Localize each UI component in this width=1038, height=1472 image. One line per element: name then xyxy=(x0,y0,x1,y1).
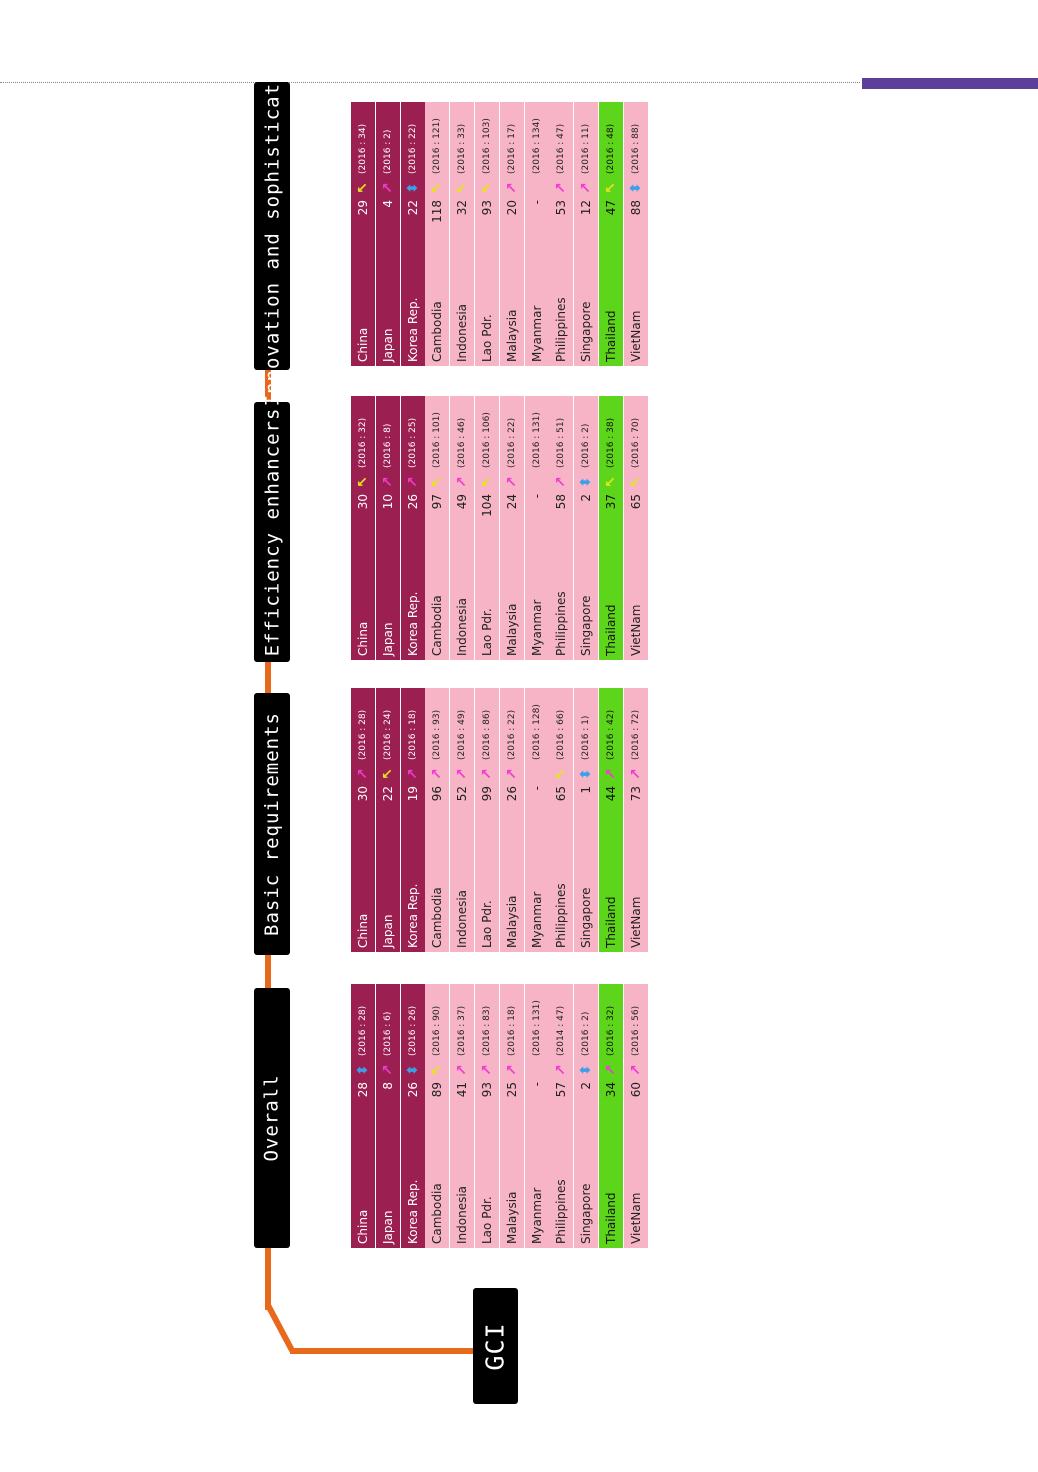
country-name: Japan xyxy=(380,914,395,948)
country-name: Korea Rep. xyxy=(405,591,420,656)
section-title-box-overall xyxy=(254,988,290,1248)
table-row xyxy=(574,984,598,1248)
table-row xyxy=(599,396,623,660)
table-row xyxy=(376,396,400,660)
previous-rank: (2014 : 47) xyxy=(556,1005,567,1056)
rank-value: - xyxy=(529,1082,544,1087)
country-name: Philippines xyxy=(554,297,569,362)
previous-rank: (2016 : 46) xyxy=(457,417,468,468)
previous-rank: (2016 : 17) xyxy=(506,123,517,174)
rank-value: 93 xyxy=(480,1082,494,1098)
table-row xyxy=(549,688,573,952)
country-name: Philippines xyxy=(554,1179,569,1244)
trend-down-arrow-icon: ↖ xyxy=(355,476,371,488)
previous-rank: (2016 : 131) xyxy=(531,1000,542,1056)
previous-rank: (2016 : 28) xyxy=(358,709,368,760)
rank-value: 60 xyxy=(628,1082,643,1098)
country-name: Indonesia xyxy=(455,597,470,656)
table-row xyxy=(574,102,598,366)
trend-up-arrow-icon: ↗ xyxy=(603,1064,619,1076)
trend-up-arrow-icon: ↗ xyxy=(379,182,396,194)
country-name: Korea Rep. xyxy=(405,883,420,948)
rank-value: 19 xyxy=(405,786,420,802)
rank-value: - xyxy=(529,200,544,205)
table-row xyxy=(624,688,648,952)
rank-value: 99 xyxy=(480,786,494,802)
previous-rank: (2016 : 49) xyxy=(457,709,468,760)
rank-value: 96 xyxy=(430,786,445,802)
previous-rank: (2016 : 22) xyxy=(407,123,418,174)
previous-rank: (2016 : 24) xyxy=(382,709,393,760)
table-row xyxy=(450,396,474,660)
table-row xyxy=(376,688,400,952)
table-row xyxy=(450,102,474,366)
table-row xyxy=(425,396,449,660)
trend-down-arrow-icon: ↖ xyxy=(603,182,619,194)
country-name: Myanmar xyxy=(529,1187,544,1244)
previous-rank: (2016 : 121) xyxy=(432,118,443,174)
trend-down-arrow-icon: ↖ xyxy=(429,476,446,488)
trend-up-arrow-icon: ↗ xyxy=(503,768,520,780)
trend-up-arrow-icon: ↗ xyxy=(429,768,446,780)
table-row xyxy=(500,396,524,660)
table-row xyxy=(401,984,425,1248)
previous-rank: (2016 : 83) xyxy=(482,1005,492,1056)
table-row xyxy=(599,102,623,366)
previous-rank: (2016 : 48) xyxy=(606,123,616,174)
previous-rank: (2016 : 1) xyxy=(581,715,592,760)
rank-value: 25 xyxy=(504,1082,519,1098)
table-row xyxy=(475,984,499,1248)
connector-to-gci-line xyxy=(290,1348,474,1354)
rank-value: 4 xyxy=(380,200,395,208)
previous-rank: (2016 : 2) xyxy=(382,129,393,174)
trend-up-arrow-icon: ↗ xyxy=(553,1064,570,1076)
trend-up-arrow-icon: ↗ xyxy=(379,1064,396,1076)
table-row xyxy=(351,984,375,1248)
rank-value: 2 xyxy=(579,1082,594,1090)
trend-up-arrow-icon: ↗ xyxy=(553,182,570,194)
rank-value: 32 xyxy=(455,200,470,216)
ranking-table-overall xyxy=(351,984,648,1248)
rank-value: 10 xyxy=(380,494,395,510)
table-row xyxy=(401,102,425,366)
country-name: Korea Rep. xyxy=(405,1179,420,1244)
previous-rank: (2016 : 25) xyxy=(407,417,418,468)
header-dotted-line xyxy=(0,82,860,83)
previous-rank: (2016 : 66) xyxy=(556,709,567,760)
rank-value: 26 xyxy=(504,786,519,802)
previous-rank: (2016 : 26) xyxy=(407,1005,418,1056)
trend-same-arrow-icon: ⬍ xyxy=(578,476,595,488)
rank-value: 104 xyxy=(480,494,494,517)
rank-value: 8 xyxy=(380,1082,395,1090)
country-name: Myanmar xyxy=(529,305,544,362)
section-title: Innovation and sophistication xyxy=(261,45,284,407)
country-name: Lao Pdr. xyxy=(480,1196,494,1244)
country-name: Philippines xyxy=(554,883,569,948)
country-name: Malaysia xyxy=(504,603,519,656)
rank-value: 22 xyxy=(380,786,395,802)
previous-rank: (2016 : 93) xyxy=(432,709,443,760)
trend-down-arrow-icon: ↖ xyxy=(603,476,619,488)
rank-value: 93 xyxy=(480,200,494,216)
previous-rank: (2016 : 106) xyxy=(482,412,492,468)
previous-rank: (2016 : 103) xyxy=(482,118,492,174)
previous-rank: (2016 : 70) xyxy=(630,417,641,468)
ranking-table-efficiency-enhancers xyxy=(351,396,648,660)
table-row xyxy=(351,102,375,366)
country-name: Lao Pdr. xyxy=(480,608,494,656)
trend-up-arrow-icon: ↗ xyxy=(379,476,396,488)
country-name: VietNam xyxy=(628,604,643,656)
country-name: Malaysia xyxy=(504,1191,519,1244)
trend-up-arrow-icon: ↗ xyxy=(553,476,570,488)
table-row xyxy=(425,688,449,952)
table-row xyxy=(549,396,573,660)
country-name: VietNam xyxy=(628,896,643,948)
previous-rank: (2016 : 18) xyxy=(506,1005,517,1056)
table-row xyxy=(574,396,598,660)
table-row xyxy=(425,984,449,1248)
previous-rank: (2016 : 128) xyxy=(531,704,542,760)
previous-rank: (2016 : 47) xyxy=(556,123,567,174)
rank-value: 30 xyxy=(356,494,370,510)
country-name: Myanmar xyxy=(529,599,544,656)
country-name: Singapore xyxy=(579,595,594,656)
previous-rank: (2016 : 28) xyxy=(358,1005,368,1056)
connector-diagonal-line xyxy=(265,1303,295,1352)
trend-up-arrow-icon: ↗ xyxy=(479,768,495,780)
rank-value: 41 xyxy=(455,1082,470,1098)
rank-value: 26 xyxy=(405,1082,420,1098)
table-row xyxy=(450,984,474,1248)
trend-up-arrow-icon: ↗ xyxy=(503,1064,520,1076)
table-row xyxy=(525,688,549,952)
country-name: China xyxy=(356,913,370,948)
previous-rank: (2016 : 38) xyxy=(606,417,616,468)
rank-value: 118 xyxy=(430,200,445,223)
previous-rank: (2016 : 2) xyxy=(581,1011,592,1056)
previous-rank: (2016 : 72) xyxy=(630,709,641,760)
rank-value: 1 xyxy=(579,786,594,794)
gci-label: GCI xyxy=(481,1321,510,1371)
country-name: VietNam xyxy=(628,310,643,362)
trend-down-arrow-icon: ↖ xyxy=(627,476,644,488)
previous-rank: (2016 : 18) xyxy=(407,709,418,760)
rank-value: - xyxy=(529,494,544,499)
ranking-table-innovation xyxy=(351,102,648,366)
table-row xyxy=(475,396,499,660)
trend-up-arrow-icon: ↗ xyxy=(479,1064,495,1076)
previous-rank: (2016 : 56) xyxy=(630,1005,641,1056)
table-row xyxy=(525,102,549,366)
trend-up-arrow-icon: ↗ xyxy=(454,476,471,488)
country-name: Singapore xyxy=(579,301,594,362)
section-title: Overall xyxy=(261,1074,284,1162)
trend-down-arrow-icon: ↖ xyxy=(429,1064,446,1076)
country-name: Philippines xyxy=(554,591,569,656)
country-name: Indonesia xyxy=(455,303,470,362)
rank-value: 37 xyxy=(604,494,618,510)
rank-value: 30 xyxy=(356,786,370,802)
country-name: Indonesia xyxy=(455,1185,470,1244)
country-name: Thailand xyxy=(604,310,618,362)
previous-rank: (2016 : 2) xyxy=(581,423,592,468)
trend-same-arrow-icon: ⬍ xyxy=(355,1064,371,1076)
previous-rank: (2016 : 101) xyxy=(432,412,443,468)
previous-rank: (2016 : 32) xyxy=(606,1005,616,1056)
previous-rank: (2016 : 33) xyxy=(457,123,468,174)
rank-value: 34 xyxy=(604,1082,618,1098)
header-accent-bar xyxy=(862,78,1038,89)
table-row xyxy=(376,984,400,1248)
trend-up-arrow-icon: ↗ xyxy=(578,182,595,194)
previous-rank: (2016 : 134) xyxy=(531,118,542,174)
previous-rank: (2016 : 6) xyxy=(382,1011,393,1056)
previous-rank: (2016 : 51) xyxy=(556,417,567,468)
previous-rank: (2016 : 32) xyxy=(358,417,368,468)
trend-up-arrow-icon: ↗ xyxy=(404,768,421,780)
rank-value: 52 xyxy=(455,786,470,802)
trend-same-arrow-icon: ⬍ xyxy=(578,768,595,780)
ranking-table-basic-requirements xyxy=(351,688,648,952)
trend-same-arrow-icon: ⬍ xyxy=(578,1064,595,1076)
table-row xyxy=(475,688,499,952)
rank-value: 26 xyxy=(405,494,420,510)
country-name: Cambodia xyxy=(430,301,445,362)
trend-up-arrow-icon: ↗ xyxy=(627,768,644,780)
previous-rank: (2016 : 37) xyxy=(457,1005,468,1056)
table-row xyxy=(450,688,474,952)
rank-value: 47 xyxy=(604,200,618,216)
previous-rank: (2016 : 131) xyxy=(531,412,542,468)
table-row xyxy=(475,102,499,366)
rank-value: 73 xyxy=(628,786,643,802)
table-row xyxy=(574,688,598,952)
table-row xyxy=(525,984,549,1248)
trend-down-arrow-icon: ↖ xyxy=(479,182,495,194)
country-name: Lao Pdr. xyxy=(480,900,494,948)
previous-rank: (2016 : 42) xyxy=(606,709,616,760)
rank-value: 29 xyxy=(356,200,370,216)
country-name: China xyxy=(356,621,370,656)
table-row xyxy=(525,396,549,660)
rank-value: 58 xyxy=(554,494,569,510)
rank-value: 49 xyxy=(455,494,470,510)
section-title-box-basic-requirements xyxy=(254,693,290,955)
trend-up-arrow-icon: ↗ xyxy=(503,476,520,488)
trend-up-arrow-icon: ↗ xyxy=(627,1064,644,1076)
trend-down-arrow-icon: ↖ xyxy=(454,182,471,194)
country-name: Cambodia xyxy=(430,595,445,656)
table-row xyxy=(500,688,524,952)
rank-value: 20 xyxy=(504,200,519,216)
trend-up-arrow-icon: ↗ xyxy=(603,768,619,780)
country-name: China xyxy=(356,1209,370,1244)
table-row xyxy=(500,984,524,1248)
table-row xyxy=(401,688,425,952)
country-name: China xyxy=(356,327,370,362)
rank-value: 53 xyxy=(554,200,569,216)
rank-value: 88 xyxy=(628,200,643,216)
table-row xyxy=(599,984,623,1248)
country-name: Singapore xyxy=(579,887,594,948)
country-name: Korea Rep. xyxy=(405,297,420,362)
previous-rank: (2016 : 90) xyxy=(432,1005,443,1056)
country-name: Thailand xyxy=(604,896,618,948)
table-row xyxy=(624,102,648,366)
country-name: Cambodia xyxy=(430,1183,445,1244)
table-row xyxy=(401,396,425,660)
rank-value: 22 xyxy=(405,200,420,216)
previous-rank: (2016 : 8) xyxy=(382,423,393,468)
table-row xyxy=(599,688,623,952)
table-row xyxy=(351,396,375,660)
trend-down-arrow-icon: ↖ xyxy=(429,182,446,194)
previous-rank: (2016 : 11) xyxy=(581,123,592,174)
gci-root-box xyxy=(473,1288,518,1404)
trend-up-arrow-icon: ↗ xyxy=(454,1064,471,1076)
table-row xyxy=(376,102,400,366)
table-row xyxy=(425,102,449,366)
rank-value: 24 xyxy=(504,494,519,510)
trend-down-arrow-icon: ↖ xyxy=(479,476,495,488)
previous-rank: (2016 : 86) xyxy=(482,709,492,760)
table-row xyxy=(351,688,375,952)
country-name: Japan xyxy=(380,1210,395,1244)
country-name: Lao Pdr. xyxy=(480,314,494,362)
rank-value: 28 xyxy=(356,1082,370,1098)
previous-rank: (2016 : 22) xyxy=(506,709,517,760)
country-name: Malaysia xyxy=(504,895,519,948)
rank-value: 57 xyxy=(554,1082,569,1098)
trend-same-arrow-icon: ⬍ xyxy=(404,182,421,194)
table-row xyxy=(549,102,573,366)
country-name: Malaysia xyxy=(504,309,519,362)
rank-value: 97 xyxy=(430,494,445,510)
previous-rank: (2016 : 22) xyxy=(506,417,517,468)
trend-down-arrow-icon: ↖ xyxy=(355,182,371,194)
previous-rank: (2016 : 88) xyxy=(630,123,641,174)
rank-value: 89 xyxy=(430,1082,445,1098)
trend-up-arrow-icon: ↗ xyxy=(454,768,471,780)
trend-up-arrow-icon: ↗ xyxy=(503,182,520,194)
trend-same-arrow-icon: ⬍ xyxy=(404,1064,421,1076)
country-name: Thailand xyxy=(604,1192,618,1244)
rank-value: 65 xyxy=(628,494,643,510)
country-name: Japan xyxy=(380,328,395,362)
section-title-box-innovation xyxy=(254,45,290,407)
table-row xyxy=(624,984,648,1248)
country-name: Myanmar xyxy=(529,891,544,948)
country-name: Japan xyxy=(380,622,395,656)
table-row xyxy=(624,396,648,660)
rank-value: 65 xyxy=(554,786,569,802)
country-name: Indonesia xyxy=(455,889,470,948)
trend-down-arrow-icon: ↖ xyxy=(379,768,396,780)
rank-value: 2 xyxy=(579,494,594,502)
section-title-box-efficiency-enhancers xyxy=(254,402,290,662)
trend-up-arrow-icon: ↗ xyxy=(404,476,421,488)
rank-value: 12 xyxy=(579,200,594,216)
trend-down-arrow-icon: ↖ xyxy=(553,768,570,780)
rank-value: - xyxy=(529,786,544,791)
section-title: Basic requirements xyxy=(261,712,283,936)
table-row xyxy=(549,984,573,1248)
country-name: Cambodia xyxy=(430,887,445,948)
table-row xyxy=(500,102,524,366)
rank-value: 44 xyxy=(604,786,618,802)
country-name: Thailand xyxy=(604,604,618,656)
section-title: Efficiency enhancers xyxy=(261,407,283,657)
country-name: VietNam xyxy=(628,1192,643,1244)
trend-up-arrow-icon: ↗ xyxy=(355,768,371,780)
country-name: Singapore xyxy=(579,1183,594,1244)
previous-rank: (2016 : 34) xyxy=(358,123,368,174)
trend-same-arrow-icon: ⬍ xyxy=(627,182,644,194)
